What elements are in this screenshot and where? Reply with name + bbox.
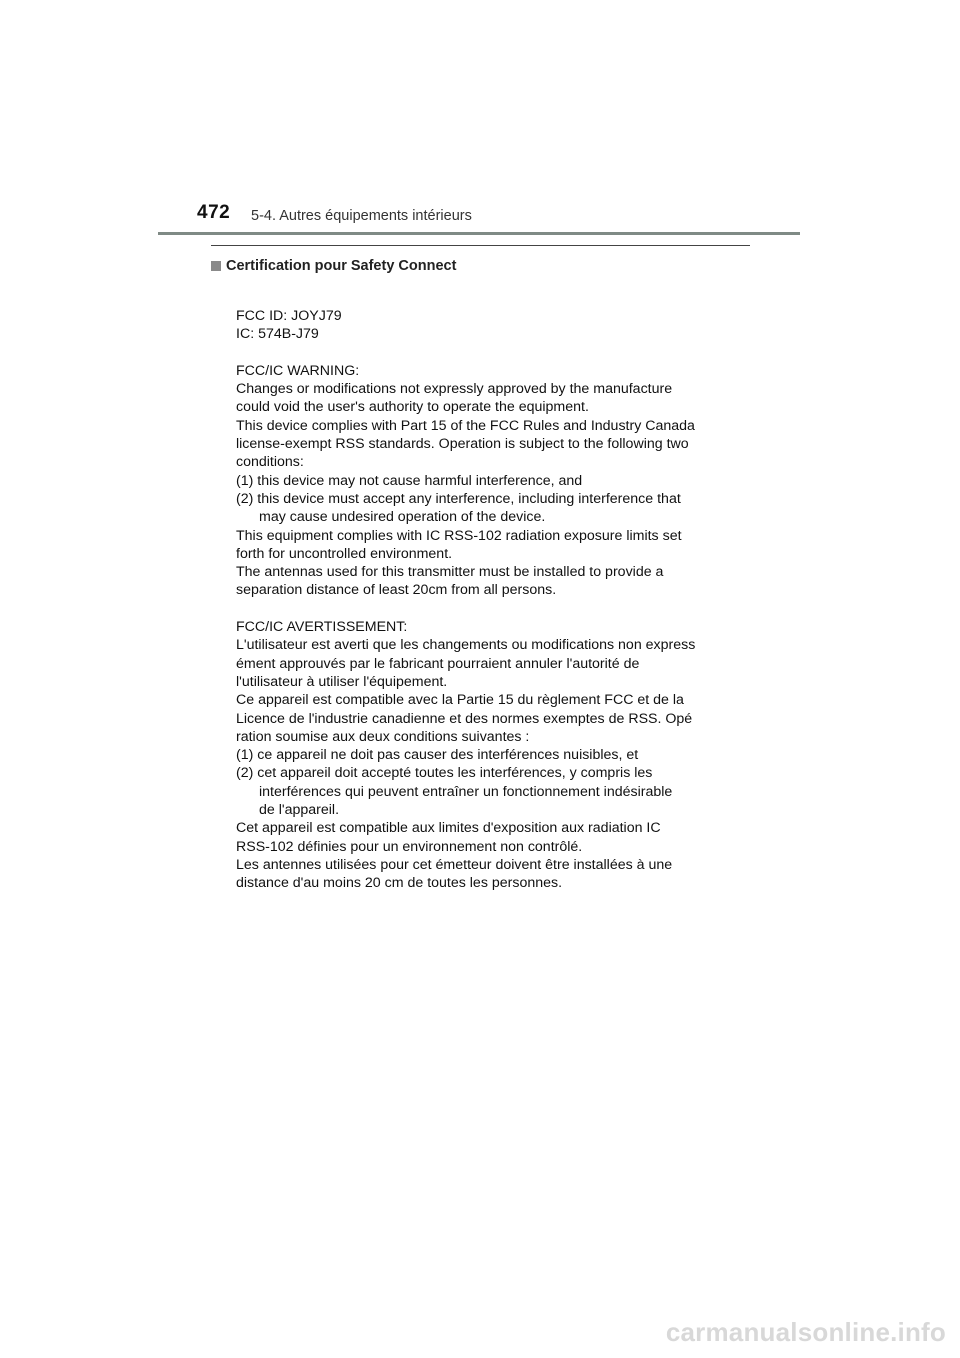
section-divider <box>211 245 750 246</box>
warning-line: L'utilisateur est averti que les changements ou modifications non express <box>236 637 696 654</box>
warning-line: distance d'au moins 20 cm de toutes les personnes. <box>236 875 563 892</box>
watermark: carmanualsonline.info <box>665 1317 946 1347</box>
warning-line: ration soumise aux deux conditions suivantes : <box>236 728 530 745</box>
warning-line: Ce appareil est compatible avec la Partie 15 du règlement FCC et de la <box>236 692 684 709</box>
warning-line: (1) ce appareil ne doit pas causer des interférences nuisibles, et <box>236 747 639 764</box>
header-divider <box>158 232 800 235</box>
certification-ids <box>236 307 736 344</box>
warning-line: separation distance of least 20cm from all persons. <box>236 582 557 599</box>
certification-block <box>236 307 736 893</box>
warning-line: forth for uncontrolled environment. <box>236 545 453 562</box>
section-heading-text: Certification pour Safety Connect <box>226 258 457 274</box>
warning-line: l'utilisateur à utiliser l'équipement. <box>236 673 448 690</box>
warning-line: The antennas used for this transmitter must be installed to provide a <box>236 564 664 581</box>
warning-line: ément approuvés par le fabricant pourraient annuler l'autorité de <box>236 655 640 672</box>
page-number: 472 <box>197 202 231 223</box>
warning-line: This equipment complies with IC RSS-102 radiation exposure limits set <box>236 527 682 544</box>
english-warning <box>236 362 736 600</box>
french-warning <box>236 618 736 892</box>
warning-line: interférences qui peuvent entraîner un fonctionnement indésirable <box>259 783 673 800</box>
warning-line: Les antennes utilisées pour cet émetteur doivent être installées à une <box>236 856 673 873</box>
square-bullet-icon <box>211 261 221 271</box>
warning-line: Cet appareil est compatible aux limites d'exposition aux radiation IC <box>236 820 661 837</box>
warning-line: may cause undesired operation of the device. <box>259 509 546 526</box>
warning-line: FCC/IC AVERTISSEMENT: <box>236 619 408 636</box>
spacer <box>236 600 736 618</box>
warning-line: could void the user's authority to operate the equipment. <box>236 399 589 416</box>
warning-line: (1) this device may not cause harmful interference, and <box>236 472 583 489</box>
fcc-id: FCC ID: JOYJ79 <box>236 308 342 324</box>
warning-line: RSS-102 définies pour un environnement non contrôlé. <box>236 838 583 855</box>
section-title: 5-4. Autres équipements intérieurs <box>251 208 472 224</box>
warning-line: de l'appareil. <box>259 802 340 819</box>
warning-line: license-exempt RSS standards. Operation is subject to the following two <box>236 436 689 453</box>
warning-line: (2) this device must accept any interference, including interference that <box>236 490 681 507</box>
section-heading <box>211 258 456 274</box>
spacer <box>236 344 736 362</box>
warning-line: conditions: <box>236 454 304 471</box>
warning-line: FCC/IC WARNING: <box>236 362 360 379</box>
ic-id: IC: 574B-J79 <box>236 326 319 343</box>
warning-line: (2) cet appareil doit accepté toutes les interférences, y compris les <box>236 765 653 782</box>
warning-line: Changes or modifications not expressly approved by the manufacture <box>236 381 673 398</box>
warning-line: Licence de l'industrie canadienne et des normes exemptes de RSS. Opé <box>236 710 693 727</box>
warning-line: This device complies with Part 15 of the FCC Rules and Industry Canada <box>236 417 695 434</box>
